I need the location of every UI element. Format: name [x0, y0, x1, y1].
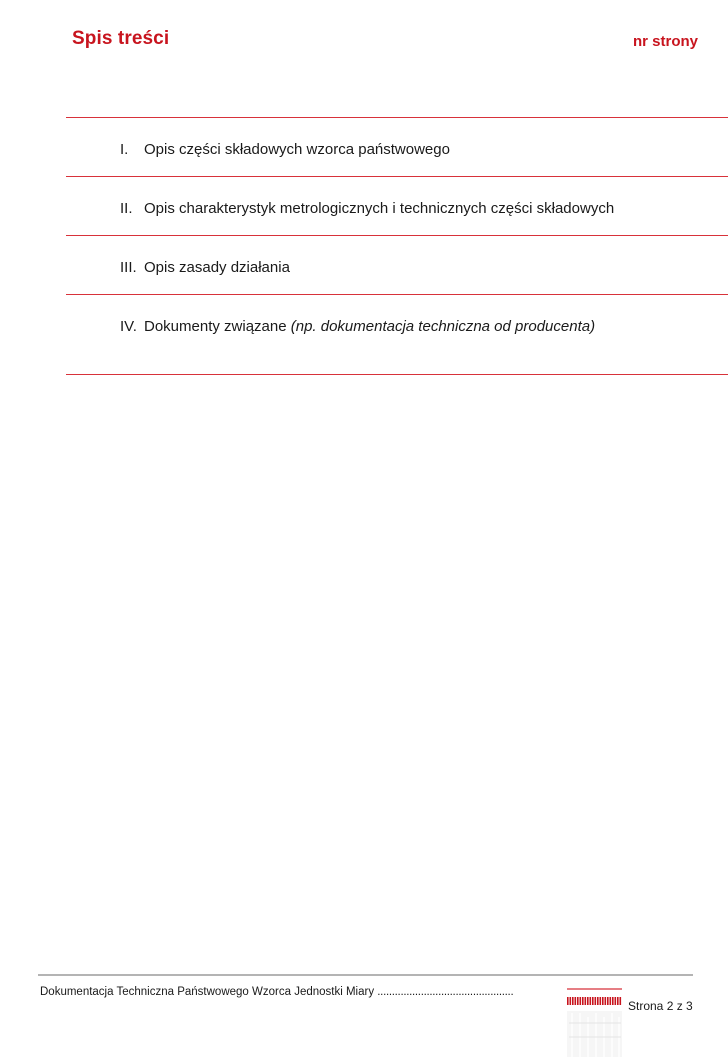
footer-title-text: Dokumentacja Techniczna Państwowego Wzorca Jednostki Miary: [40, 986, 378, 998]
toc-heading: Spis treści: [72, 28, 170, 49]
toc-divider: [66, 235, 728, 236]
toc-entry-number: I.: [120, 141, 129, 158]
toc-entry-text: Opis zasady działania: [144, 259, 290, 276]
toc-entry-4[interactable]: [120, 318, 595, 335]
gum-logo: [566, 987, 623, 1057]
footer-document-title: [40, 986, 513, 998]
toc-divider: [66, 117, 728, 118]
toc-divider: [66, 374, 728, 375]
toc-entry-number: IV.: [120, 318, 137, 335]
toc-entry-3[interactable]: [120, 259, 290, 276]
toc-entry-text: Dokumenty związane: [144, 318, 291, 335]
toc-entry-text: Opis części składowych wzorca państwowego: [144, 141, 450, 158]
toc-divider: [66, 176, 728, 177]
footer-rule: [38, 974, 693, 976]
toc-divider: [66, 294, 728, 295]
toc-entry-number: III.: [120, 259, 137, 276]
toc-entry-number: II.: [120, 200, 133, 217]
page-number: Strona 2 z 3: [628, 999, 693, 1013]
toc-entry-text: Opis charakterystyk metrologicznych i technicznych części składowych: [144, 200, 615, 217]
toc-entry-1[interactable]: [120, 141, 450, 158]
footer-dots: ...............................................: [377, 986, 514, 998]
toc-entry-note: (np. dokumentacja techniczna od producenta): [290, 318, 596, 335]
toc-entry-2[interactable]: [120, 200, 614, 217]
page-number-column-heading: nr strony: [632, 33, 698, 50]
